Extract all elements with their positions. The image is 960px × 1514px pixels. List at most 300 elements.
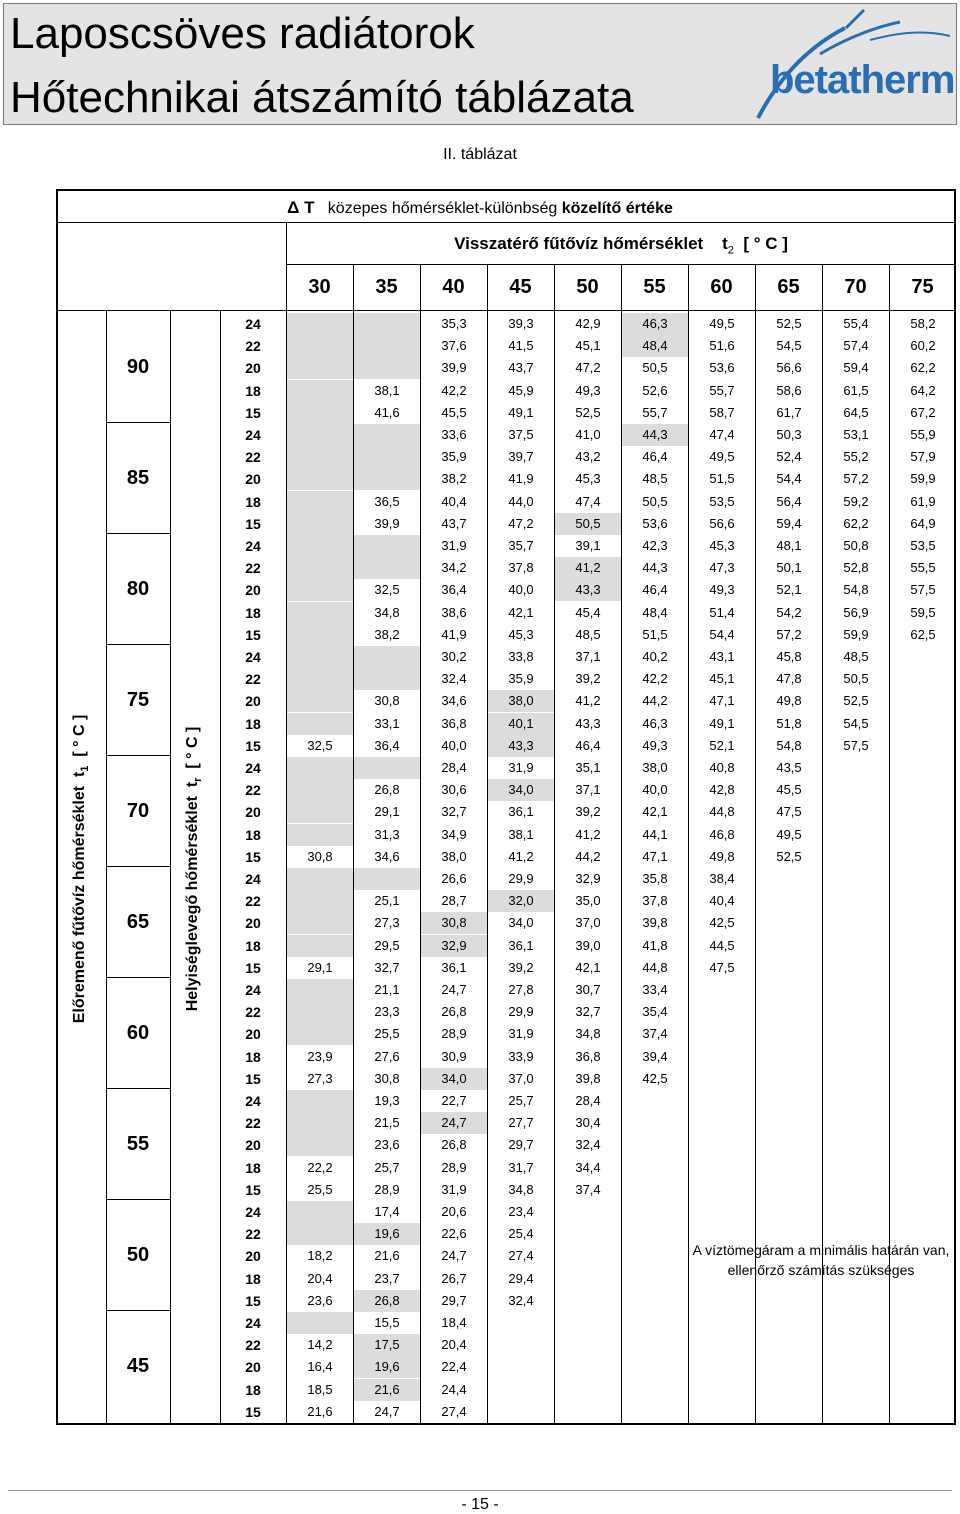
table-cell: 49,8: [709, 848, 735, 864]
table-cell: 33,1: [374, 715, 400, 731]
table-cell: 31,7: [508, 1159, 534, 1175]
table-cell: 57,2: [843, 471, 869, 487]
room-temp-axis-sub: r: [192, 777, 205, 782]
table-cell: 46,8: [709, 826, 735, 842]
table-cell: 22,4: [441, 1359, 467, 1375]
table-cell: 50,5: [555, 513, 621, 535]
table-cell: 21,6: [307, 1403, 333, 1419]
flow-temp-axis-text: Előremenő fűtővíz hőmérséklet: [71, 785, 88, 1024]
table-cell: [890, 824, 956, 846]
table-cell: 48,5: [575, 626, 601, 642]
table-cell: 38,0: [488, 690, 554, 712]
table-cell: 35,0: [575, 893, 601, 909]
table-cell: 47,2: [575, 360, 601, 376]
flow-temp-axis-sub: 1: [79, 765, 92, 772]
room-temp-value: 22: [245, 782, 261, 799]
table-cell: 43,3: [488, 735, 554, 757]
flow-temp-value: 60: [126, 1021, 150, 1044]
table-cell: 22,7: [441, 1093, 467, 1108]
table-cell: 40,4: [709, 893, 735, 909]
table-cell: [823, 1201, 889, 1223]
table-cell: 45,1: [575, 338, 601, 354]
table-cell: 62,2: [910, 360, 936, 376]
table-cell: [823, 912, 889, 934]
table-cell: 41,9: [508, 471, 534, 487]
table-cell: [756, 1023, 822, 1045]
table-cell: [287, 979, 353, 1001]
room-temp-value: 20: [245, 1359, 261, 1376]
table-cell: [756, 979, 822, 1001]
table-cell: 32,0: [488, 890, 554, 912]
table-cell: 36,4: [441, 582, 467, 598]
table-cell: 55,2: [843, 449, 869, 465]
table-cell: 30,8: [307, 848, 333, 864]
table-cell: 49,3: [642, 737, 668, 753]
table-cell: 49,3: [575, 382, 601, 398]
room-temp-value: 20: [245, 1137, 261, 1154]
table-cell: [555, 1401, 621, 1423]
table-cell: 45,5: [441, 404, 467, 420]
table-cell: 62,2: [843, 515, 869, 531]
table-cell: 36,4: [374, 737, 400, 753]
page-number: - 15 -: [461, 1496, 499, 1513]
table-cell: 40,0: [441, 737, 467, 753]
table-cell: 38,4: [709, 871, 735, 886]
table-cell: 35,1: [575, 760, 601, 775]
table-cell: 45,5: [776, 782, 802, 798]
table-cell: 30,6: [441, 782, 467, 798]
table-cell: 50,1: [776, 560, 802, 576]
room-temp-value: 18: [245, 1048, 261, 1065]
table-cell: 53,5: [709, 493, 735, 509]
table-cell: 47,5: [776, 804, 802, 820]
table-cell: 15,5: [374, 1315, 400, 1330]
table-cell: 59,4: [776, 515, 802, 531]
table-cell: [756, 890, 822, 912]
table-cell: [890, 1046, 956, 1068]
table-cell: 37,1: [575, 649, 601, 664]
table-cell: [689, 1112, 755, 1134]
table-cell: 30,8: [421, 912, 487, 934]
table-cell: [354, 557, 420, 579]
table-cell: 38,6: [441, 604, 467, 620]
flow-temp-axis-label: [71, 669, 95, 1069]
table-cell: 25,7: [508, 1093, 534, 1108]
table-cell: 30,8: [374, 693, 400, 709]
header-divider: [56, 222, 956, 223]
table-cell: [890, 1068, 956, 1090]
table-cell: 37,0: [508, 1070, 534, 1086]
table-cell: [622, 1312, 688, 1334]
table-cell: 42,2: [441, 382, 467, 398]
table-cell: 29,9: [508, 1004, 534, 1020]
table-cell: 25,5: [374, 1026, 400, 1042]
column-header: 75: [911, 276, 934, 298]
table-cell: 27,7: [508, 1115, 534, 1131]
room-temp-value: 18: [245, 937, 261, 954]
table-cell: 48,4: [642, 604, 668, 620]
table-cell: 47,4: [575, 493, 601, 509]
table-cell: 23,6: [307, 1292, 333, 1308]
flow-temp-value: 90: [126, 355, 150, 378]
table-cell: 41,2: [555, 557, 621, 579]
table-cell: 49,5: [776, 826, 802, 842]
group-divider: [106, 1199, 170, 1200]
table-cell: 61,7: [776, 404, 802, 420]
table-cell: 26,8: [441, 1137, 467, 1153]
table-cell: [756, 1201, 822, 1223]
table-cell: 44,1: [642, 826, 668, 842]
table-cell: 41,9: [441, 626, 467, 642]
table-cell: 49,8: [776, 693, 802, 709]
table-cell: 26,8: [441, 1004, 467, 1020]
table-cell: [890, 1356, 956, 1378]
table-cell: 20,4: [441, 1337, 467, 1353]
table-cell: 67,2: [910, 404, 936, 420]
table-cell: [689, 1379, 755, 1401]
table-cell: 21,1: [374, 982, 400, 997]
table-cell: [823, 1112, 889, 1134]
table-cell: [756, 1401, 822, 1423]
room-temp-value: 20: [245, 804, 261, 821]
table-cell: [287, 513, 353, 535]
room-temp-value: 22: [245, 449, 261, 466]
table-cell: [555, 1356, 621, 1378]
table-cell: [823, 979, 889, 1001]
group-divider: [106, 533, 170, 534]
table-cell: 25,5: [307, 1181, 333, 1197]
table-cell: [756, 1068, 822, 1090]
table-cell: [756, 1046, 822, 1068]
table-cell: [555, 1312, 621, 1334]
table-cell: [890, 1001, 956, 1023]
table-cell: [756, 1157, 822, 1179]
table-cell: 31,9: [508, 760, 534, 775]
table-cell: 52,5: [776, 316, 802, 331]
table-cell: 31,9: [508, 1026, 534, 1042]
room-temp-value: 18: [245, 1270, 261, 1287]
table-cell: [756, 1001, 822, 1023]
room-temp-value: 18: [245, 826, 261, 843]
table-cell: [756, 1379, 822, 1401]
table-cell: 30,4: [575, 1115, 601, 1131]
room-temp-value: 18: [245, 493, 261, 510]
table-cell: [287, 1201, 353, 1223]
table-cell: 59,5: [910, 604, 936, 620]
table-cell: 26,7: [441, 1270, 467, 1286]
room-temp-value: 24: [245, 427, 261, 443]
table-cell: [756, 1334, 822, 1356]
room-temp-value: 15: [245, 1181, 261, 1198]
table-cell: 35,9: [508, 671, 534, 687]
table-cell: 31,9: [441, 1181, 467, 1197]
table-cell: 59,2: [843, 493, 869, 509]
betatherm-logo: [750, 6, 956, 122]
table-cell: 36,1: [508, 937, 534, 953]
room-temp-axis-label: [184, 669, 208, 1069]
room-temp-axis-text: Helyiséglevegő hőmérséklet: [184, 796, 201, 1012]
table-cell: [756, 1134, 822, 1156]
title-line-2: Hőtechnikai átszámító táblázata: [10, 73, 634, 122]
flow-rate-note: [690, 1240, 952, 1280]
table-cell: 32,9: [575, 871, 601, 886]
table-cell: 37,8: [508, 560, 534, 576]
table-cell: [555, 1290, 621, 1312]
table-cell: [287, 690, 353, 712]
table-cell: 27,6: [374, 1048, 400, 1064]
table-cell: 49,1: [508, 404, 534, 420]
footer-divider: [8, 1490, 952, 1491]
table-cell: 57,5: [843, 737, 869, 753]
table-cell: 40,4: [441, 493, 467, 509]
table-cell: [890, 646, 956, 668]
table-cell: [689, 1179, 755, 1201]
table-cell: 43,7: [508, 360, 534, 376]
table-cell: 39,2: [508, 959, 534, 975]
table-cell: 25,1: [374, 893, 400, 909]
table-cell: 29,1: [307, 959, 333, 975]
room-temp-value: 15: [245, 1292, 261, 1309]
table-cell: 41,2: [508, 848, 534, 864]
table-cell: [354, 646, 420, 668]
table-cell: 44,2: [642, 693, 668, 709]
table-cell: 53,6: [642, 515, 668, 531]
table-cell: [287, 1090, 353, 1112]
table-cell: [622, 1090, 688, 1112]
table-cell: 47,8: [776, 671, 802, 687]
table-cell: 51,6: [709, 338, 735, 354]
table-cell: [689, 1068, 755, 1090]
table-cell: 18,4: [441, 1315, 467, 1330]
table-cell: [287, 1112, 353, 1134]
table-cell: [555, 1379, 621, 1401]
table-cell: [823, 868, 889, 890]
table-cell: 36,1: [508, 804, 534, 820]
table-cell: [622, 1334, 688, 1356]
table-cell: [823, 1023, 889, 1045]
table-cell: [823, 1090, 889, 1112]
group-divider: [106, 977, 170, 978]
room-temp-value: 22: [245, 1337, 261, 1354]
table-cell: 56,4: [776, 493, 802, 509]
table-cell: [555, 1223, 621, 1245]
table-cell: 54,2: [776, 604, 802, 620]
table-cell: 62,5: [910, 626, 936, 642]
note-line-2: ellenőrző számítás szükséges: [727, 1262, 915, 1278]
table-cell: 45,9: [508, 382, 534, 398]
table-cell: 41,5: [508, 338, 534, 354]
table-cell: [823, 824, 889, 846]
table-cell: 43,1: [709, 649, 735, 664]
table-cell: 29,7: [508, 1137, 534, 1153]
table-cell: 50,5: [642, 360, 668, 376]
table-cell: [287, 335, 353, 357]
table-cell: 41,0: [575, 427, 601, 442]
table-cell: 38,2: [441, 471, 467, 487]
table-cell: [555, 1201, 621, 1223]
table-cell: 44,8: [642, 959, 668, 975]
axis-divider: [170, 310, 171, 1425]
table-cell: 26,8: [374, 782, 400, 798]
table-cell: [890, 1312, 956, 1334]
table-cell: [488, 1379, 554, 1401]
table-cell: [689, 1201, 755, 1223]
table-cell: 52,8: [843, 560, 869, 576]
table-cell: 44,5: [709, 937, 735, 953]
table-cell: [890, 868, 956, 890]
table-cell: 50,5: [642, 493, 668, 509]
table-cell: 46,4: [575, 737, 601, 753]
table-cell: [287, 646, 353, 668]
table-cell: 45,4: [575, 604, 601, 620]
table-cell: 23,3: [374, 1004, 400, 1020]
header-divider: [56, 310, 956, 311]
table-cell: 25,4: [508, 1226, 534, 1242]
table-cell: 61,5: [843, 382, 869, 398]
table-cell: 19,6: [354, 1356, 420, 1378]
table-cell: 18,2: [307, 1248, 333, 1264]
table-cell: 42,8: [709, 782, 735, 798]
table-cell: 41,2: [575, 693, 601, 709]
room-temp-value: 15: [245, 515, 261, 532]
table-cell: 41,6: [374, 404, 400, 420]
table-cell: 34,4: [575, 1159, 601, 1175]
column-header: 55: [643, 276, 666, 298]
table-cell: 30,7: [575, 982, 601, 997]
table-cell: 49,5: [709, 316, 735, 331]
table-cell: [287, 535, 353, 557]
table-cell: [689, 1090, 755, 1112]
room-temp-value: 15: [245, 1070, 261, 1087]
table-cell: 47,1: [709, 693, 735, 709]
table-cell: 44,2: [575, 848, 601, 864]
table-cell: 21,6: [354, 1379, 420, 1401]
table-cell: 28,9: [441, 1026, 467, 1042]
table-cell: [823, 1312, 889, 1334]
table-cell: 39,8: [642, 915, 668, 931]
table-cell: 31,9: [441, 538, 467, 553]
table-cell: 45,1: [709, 671, 735, 687]
table-cell: [689, 1046, 755, 1068]
table-cell: 50,8: [843, 538, 869, 553]
table-cell: [689, 1334, 755, 1356]
table-cell: 58,2: [910, 316, 936, 331]
table-cell: [622, 1290, 688, 1312]
table-cell: 52,4: [776, 449, 802, 465]
table-cell: 57,4: [843, 338, 869, 354]
table-cell: [890, 1290, 956, 1312]
table-cell: 20,6: [441, 1204, 467, 1219]
table-cell: 32,4: [575, 1137, 601, 1153]
table-cell: 47,2: [508, 515, 534, 531]
table-cell: 33,4: [642, 982, 668, 997]
table-cell: [890, 713, 956, 735]
table-cell: [354, 313, 420, 335]
column-header: 65: [777, 276, 800, 298]
table-cell: 55,7: [642, 404, 668, 420]
table-cell: 33,8: [508, 649, 534, 664]
room-temp-value: 22: [245, 1226, 261, 1243]
table-cell: [823, 1157, 889, 1179]
table-cell: 22,2: [307, 1159, 333, 1175]
column-header: 30: [308, 276, 331, 298]
table-cell: 52,5: [776, 848, 802, 864]
table-cell: 36,1: [441, 959, 467, 975]
table-cell: 36,5: [374, 493, 400, 509]
table-cell: 38,0: [441, 848, 467, 864]
column-header: 45: [509, 276, 532, 298]
table-cell: [890, 846, 956, 868]
dt-symbol: Δ T: [287, 198, 315, 217]
table-cell: 55,4: [843, 316, 869, 331]
table-cell: [287, 912, 353, 934]
table-cell: [287, 890, 353, 912]
table-cell: [890, 1179, 956, 1201]
table-cell: 50,3: [776, 427, 802, 442]
table-cell: 35,9: [441, 449, 467, 465]
table-cell: 34,0: [488, 779, 554, 801]
table-cell: 40,2: [642, 649, 668, 664]
table-cell: [823, 1134, 889, 1156]
table-cell: 34,8: [374, 604, 400, 620]
table-caption: II. táblázat: [443, 146, 517, 163]
table-cell: [823, 1379, 889, 1401]
table-cell: [756, 1112, 822, 1134]
table-cell: 32,7: [374, 959, 400, 975]
flow-temp-axis-symbol: t: [71, 771, 88, 778]
room-temp-value: 18: [245, 604, 261, 621]
table-cell: [287, 868, 353, 890]
table-cell: 22,6: [441, 1226, 467, 1242]
table-cell: 27,4: [508, 1248, 534, 1264]
table-cell: 40,8: [709, 760, 735, 775]
table-cell: 43,3: [555, 579, 621, 601]
table-cell: 29,7: [441, 1292, 467, 1308]
table-cell: [890, 1379, 956, 1401]
table-cell: 34,0: [421, 1068, 487, 1090]
table-cell: 31,3: [374, 826, 400, 842]
table-cell: 56,9: [843, 604, 869, 620]
table-cell: [890, 668, 956, 690]
table-cell: 56,6: [776, 360, 802, 376]
table-cell: 46,3: [622, 313, 688, 335]
table-cell: 51,5: [709, 471, 735, 487]
table-cell: 32,4: [441, 671, 467, 687]
table-cell: [756, 912, 822, 934]
table-cell: 29,1: [374, 804, 400, 820]
dt-bold-text: közelítő értéke: [561, 200, 673, 217]
table-cell: 28,4: [575, 1093, 601, 1108]
table-cell: [823, 1356, 889, 1378]
table-cell: 44,0: [508, 493, 534, 509]
table-cell: 17,5: [354, 1334, 420, 1356]
table-cell: 44,3: [622, 424, 688, 446]
table-cell: 38,0: [642, 760, 668, 775]
table-cell: 44,3: [642, 560, 668, 576]
table-cell: 37,4: [642, 1026, 668, 1042]
table-cell: [756, 1356, 822, 1378]
table-cell: [287, 1223, 353, 1245]
table-cell: [555, 1268, 621, 1290]
table-cell: 32,4: [508, 1292, 534, 1308]
table-cell: [622, 1268, 688, 1290]
table-cell: [756, 1179, 822, 1201]
room-temp-value: 22: [245, 671, 261, 688]
table-cell: 42,5: [642, 1070, 668, 1086]
group-divider: [106, 1310, 170, 1311]
room-temp-value: 20: [245, 360, 261, 377]
table-cell: [823, 1401, 889, 1423]
